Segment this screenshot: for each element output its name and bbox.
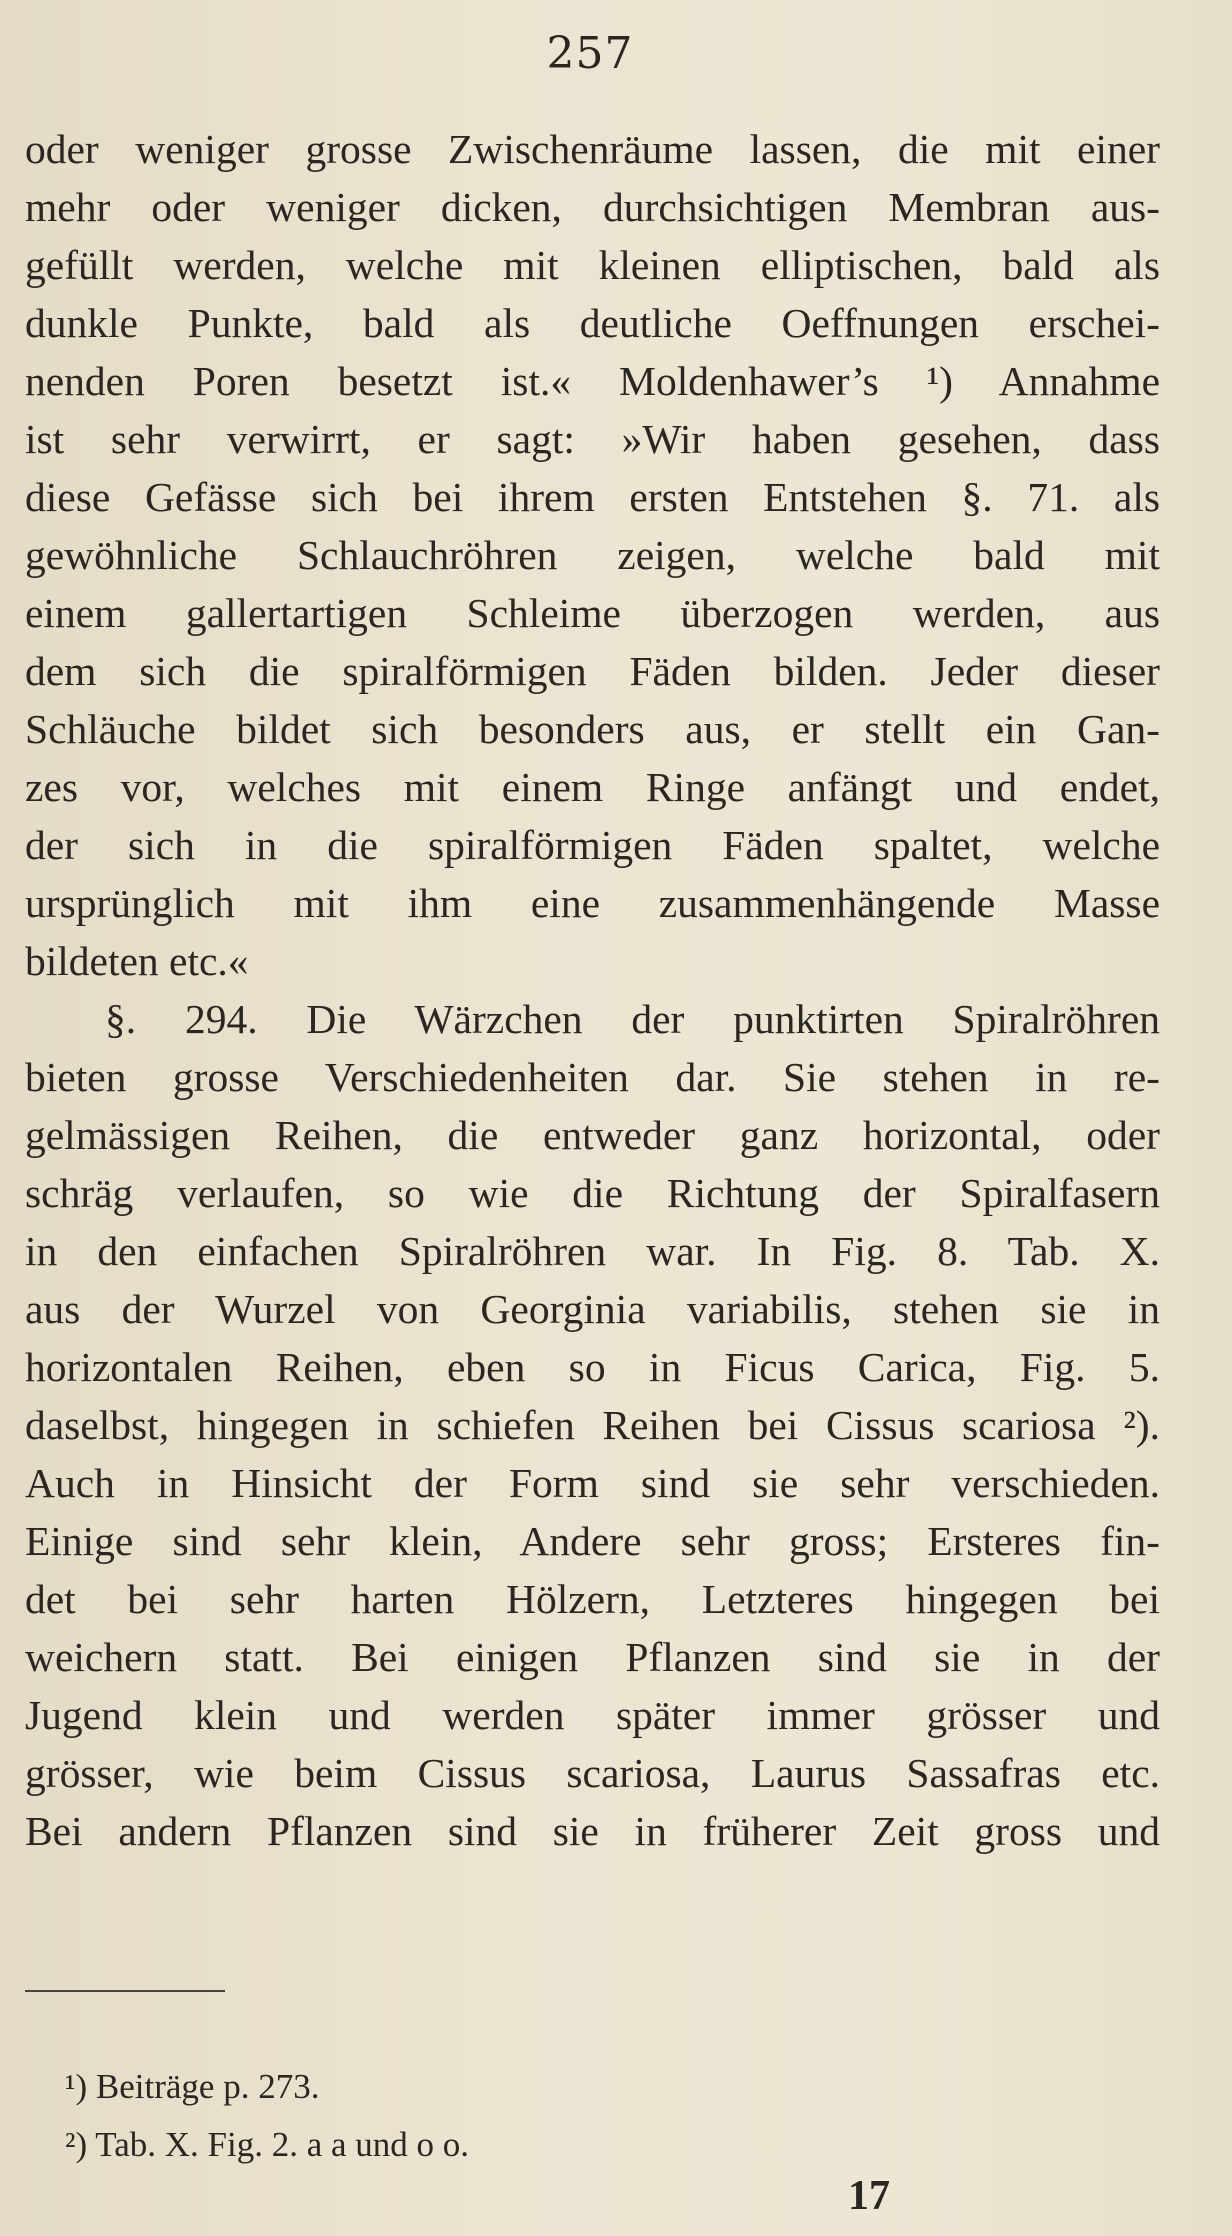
text-line: gewöhnliche Schlauchröhren zeigen, welche bald mit bbox=[25, 532, 1160, 578]
text-line: horizontalen Reihen, eben so in Ficus Carica, Fig. 5. bbox=[25, 1344, 1160, 1390]
paragraph-end-line: bildeten etc.« bbox=[25, 938, 249, 984]
text-line: oder weniger grosse Zwischenräume lassen, die mit einer bbox=[25, 126, 1160, 172]
text-line: ist sehr verwirrt, er sagt: »Wir haben gesehen, dass bbox=[25, 416, 1160, 462]
text-line: Jugend klein und werden später immer grösser und bbox=[25, 1692, 1160, 1738]
text-line: einem gallertartigen Schleime überzogen werden, aus bbox=[25, 590, 1160, 636]
text-line: Auch in Hinsicht der Form sind sie sehr verschieden. bbox=[25, 1460, 1160, 1506]
text-line: grösser, wie beim Cissus scariosa, Laurus Sassafras etc. bbox=[25, 1750, 1160, 1796]
text-line: weichern statt. Bei einigen Pflanzen sind sie in der bbox=[25, 1634, 1160, 1680]
text-line: dunkle Punkte, bald als deutliche Oeffnungen erschei- bbox=[25, 300, 1160, 346]
text-line: zes vor, welches mit einem Ringe anfängt und endet, bbox=[25, 764, 1160, 810]
text-line: in den einfachen Spiralröhren war. In Fig. 8. Tab. X. bbox=[25, 1228, 1160, 1274]
footnote-2: ²) Tab. X. Fig. 2. a a und o o. bbox=[65, 2125, 470, 2164]
text-line: ursprünglich mit ihm eine zusammenhängende Masse bbox=[25, 880, 1160, 926]
section-294-heading-line: §. 294. Die Wärzchen der punktirten Spiralröhren bbox=[105, 996, 1160, 1042]
text-line: daselbst, hingegen in schiefen Reihen bei Cissus scariosa ²). bbox=[25, 1402, 1160, 1448]
text-line: nenden Poren besetzt ist.« Moldenhawer’s ¹) Annahme bbox=[25, 358, 1160, 404]
footnote-1: ¹) Beiträge p. 273. bbox=[65, 2067, 320, 2106]
body-text bbox=[25, 120, 1160, 1860]
text-line: aus der Wurzel von Georginia variabilis, stehen sie in bbox=[25, 1286, 1160, 1332]
text-line: mehr oder weniger dicken, durchsichtigen Membran aus- bbox=[25, 184, 1160, 230]
text-line: gelmässigen Reihen, die entweder ganz horizontal, oder bbox=[25, 1112, 1160, 1158]
signature-mark: 17 bbox=[848, 2173, 890, 2219]
text-line: Bei andern Pflanzen sind sie in früherer Zeit gross und bbox=[25, 1808, 1160, 1854]
footnotes bbox=[65, 2058, 1065, 2174]
text-line: schräg verlaufen, so wie die Richtung der Spiralfasern bbox=[25, 1170, 1160, 1216]
text-line: der sich in die spiralförmigen Fäden spaltet, welche bbox=[25, 822, 1160, 868]
text-line: diese Gefässe sich bei ihrem ersten Entstehen §. 71. als bbox=[25, 474, 1160, 520]
text-line: Schläuche bildet sich besonders aus, er stellt ein Gan- bbox=[25, 706, 1160, 752]
text-line: bieten grosse Verschiedenheiten dar. Sie stehen in re- bbox=[25, 1054, 1160, 1100]
text-line: det bei sehr harten Hölzern, Letzteres hingegen bei bbox=[25, 1576, 1160, 1622]
text-line: gefüllt werden, welche mit kleinen elliptischen, bald als bbox=[25, 242, 1160, 288]
text-line: Einige sind sehr klein, Andere sehr gross; Ersteres fin- bbox=[25, 1518, 1160, 1564]
footnote-divider bbox=[25, 1990, 225, 1992]
page-number: 257 bbox=[546, 28, 634, 79]
text-line: dem sich die spiralförmigen Fäden bilden. Jeder dieser bbox=[25, 648, 1160, 694]
